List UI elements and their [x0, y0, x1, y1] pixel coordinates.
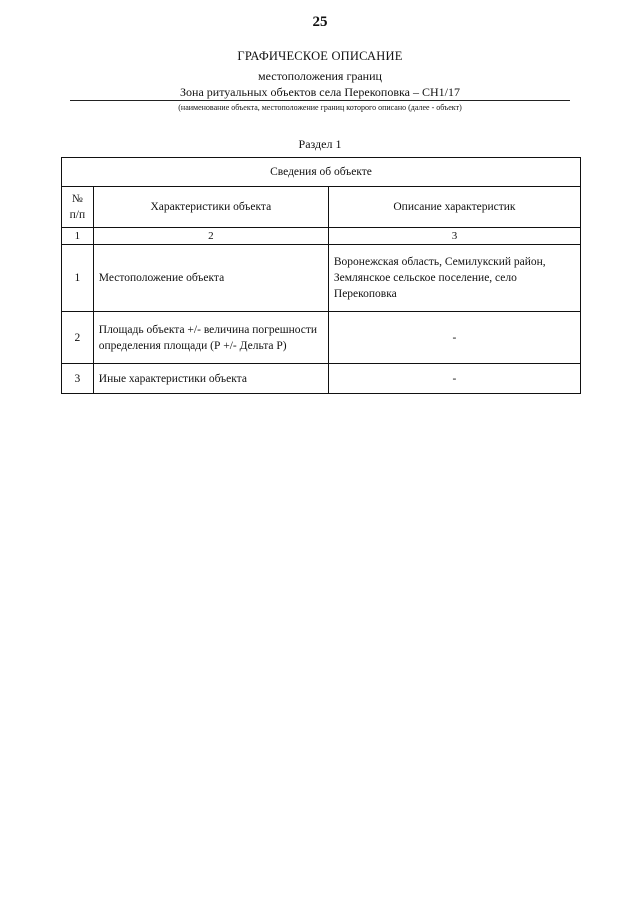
row-number: 1	[62, 245, 94, 312]
table-row	[62, 364, 581, 394]
row-characteristic: Площадь объекта +/- величина погрешности определения площади (Р +/- Дельта Р)	[93, 312, 328, 364]
header-characteristic: Характеристики объекта	[93, 187, 328, 228]
row-description: -	[328, 364, 580, 394]
row-description: Воронежская область, Семилукский район, Землянское сельское поселение, село Перекоповка	[328, 245, 580, 312]
row-number: 3	[62, 364, 94, 394]
column-index: 1	[62, 228, 94, 245]
table-caption-row	[62, 158, 581, 187]
table-row	[62, 312, 581, 364]
row-characteristic: Местоположение объекта	[93, 245, 328, 312]
object-name-underline	[70, 100, 570, 101]
table-header-row	[62, 187, 581, 228]
object-name-note: (наименование объекта, местоположение границ которого описано (далее - объект)	[178, 103, 462, 112]
section-label: Раздел 1	[298, 137, 342, 151]
header-number: № п/п	[62, 187, 94, 228]
table-caption: Сведения об объекте	[62, 158, 581, 187]
document-title: ГРАФИЧЕСКОЕ ОПИСАНИЕ	[237, 49, 403, 63]
column-index: 3	[328, 228, 580, 245]
object-name: Зона ритуальных объектов села Перекоповка – СН1/17	[180, 85, 460, 99]
page-number: 25	[312, 14, 328, 30]
object-info-table	[61, 157, 581, 394]
document-subtitle: местоположения границ	[258, 69, 382, 83]
header-description: Описание характеристик	[328, 187, 580, 228]
row-number: 2	[62, 312, 94, 364]
row-description: -	[328, 312, 580, 364]
table-row	[62, 245, 581, 312]
column-index: 2	[93, 228, 328, 245]
row-characteristic: Иные характеристики объекта	[93, 364, 328, 394]
table-index-row	[62, 228, 581, 245]
